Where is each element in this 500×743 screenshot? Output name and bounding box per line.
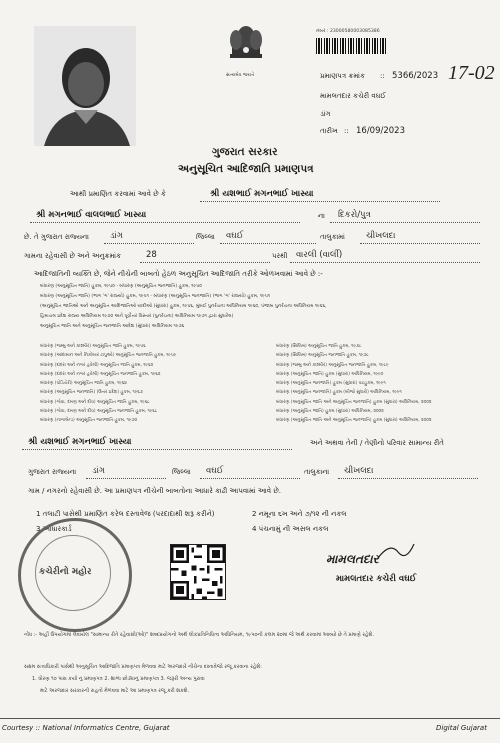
- office-seal: [18, 518, 132, 632]
- recognition-text: આદિજાતિની વ્યક્તિ છે, જેને નીચેની બાબતો હેઠળ અનુસૂચિત આદિજાતિ તરીકે ઓળખવામાં આવે છે :-: [34, 270, 323, 278]
- order-line: (અનુસૂચિત જાતિઓ અને અનુસૂચિત આદિજાતિઓ યાદીઓ (સુધારા) હુકમ, ૧૯૫૬, મુંબઈ પુનર્રચના અધિનિયમ ૧૯૬૦, પંજાબ પુનર્રચના અધિનિયમ ૧૯૬૬,: [40, 304, 327, 309]
- list-item: બંધારણ (અનુસૂચિત જાતિ અને અનુસૂચિત જનજાતિ) હુકમ (સુધારા) અધિનિયમ, ૨૦૦૨: [276, 399, 432, 405]
- residence-line: ગામ / નગરનો રહેવાસી છે. આ પ્રમાણપત્ર નીચેની બાબતોના આધારે કાઢી આપવામાં આવે છે.: [28, 487, 281, 495]
- note-line: નોંધ :- અહીં ઉપયોગમાં લેવાયેલ "સામાન્ય રીતે રહેવાસી(ઓ)" શબ્દપ્રયોગનો અર્થ લોકપ્રતિનિધિત્વ અધિનિયમ, ૧૯૫૦ની કલમ ૨૦માં જે અર્થ કરવામાં આવ્યો છે તે પ્રમાણે રહેશે.: [24, 632, 374, 638]
- state-label: છે. તે ગુજરાત રાજ્યના: [24, 233, 89, 241]
- seal-text: કચેરીનો મહોર: [39, 567, 92, 577]
- relation-label: ના: [318, 212, 325, 220]
- list-item: બંધારણ (સિક્કિમ) અનુસૂચિત જાતિ હુકમ, ૧૯૭૮: [276, 344, 362, 349]
- govt-title: ગુજરાત સરકાર: [212, 146, 278, 158]
- taluka2-label: તાલુકાના: [304, 468, 330, 476]
- relation-value: દિકરો/પુત્ર: [338, 210, 371, 220]
- list-item: બંધારણ (આંદામાન અને નિકોબાર ટાપુઓ) અનુસૂચિત જનજાતિ હુકમ, ૧૯૫૯: [40, 353, 177, 359]
- taluka-value: વઘઈ: [226, 231, 244, 241]
- certificate-number: 5366/2023: [392, 71, 439, 81]
- certificate-date: 16/09/2023: [356, 126, 405, 136]
- district-value: ડાંગ: [110, 231, 123, 241]
- date-label: તારીખ: [320, 127, 338, 135]
- basis-item: 1 તલાટી પાસેથી પ્રમાણિત કરેલ દસ્તાવેજ (પરદાદાથી શરૂ કરીને): [36, 510, 215, 518]
- caste-label: પરથી: [272, 252, 288, 260]
- family-name: શ્રી યશભાઈ મગનભાઈ ખાસ્યા: [28, 437, 132, 447]
- certificate-title: અનુસૂચિત આદિજાતિ પ્રમાણપત્ર: [178, 163, 314, 175]
- list-item: બંધારણ (નાગાલેન્ડ) અનુસૂચિત જનજાતિ હુકમ, ૧૯૭૦: [40, 418, 138, 424]
- issuing-office: મામલતદાર કચેરી વઘઈ: [320, 92, 386, 100]
- list-item: બંધારણ (સિક્કિમ) અનુસૂચિત જનજાતિ હુકમ, ૧૯૭૮: [276, 353, 369, 359]
- list-item: બંધારણ (ગોવા, દમણ અને દીવ) અનુસૂચિત જાતિ હુકમ, ૧૯૬૮: [40, 399, 150, 405]
- taluka2-value: વઘઈ: [206, 466, 224, 476]
- caste-value: વારલી (વાર્લી): [296, 250, 343, 260]
- barcode-number: નંબર : 23000580003085386: [316, 29, 380, 34]
- orders-list-left: [40, 342, 240, 426]
- list-item: બંધારણ (અનુસૂચિત જનજાતિ) હુકમ (સુધારા) વટહુકમ, ૧૯૯૧: [276, 381, 386, 387]
- list-item: બંધારણ (ગોવા, દમણ અને દીવ) અનુસૂચિત જનજાતિ હુકમ, ૧૯૬૮: [40, 409, 158, 415]
- district-word: જિલ્લા: [196, 233, 215, 241]
- certificate-label: પ્રમાણપત્ર ક્રમાંક: [320, 72, 365, 80]
- village2-value: ચીખલદા: [344, 466, 374, 476]
- signature-handwritten: મામલતદાર: [326, 552, 379, 566]
- certificate-page: સત્યમેવ જયતે નંબર : 23000580003085386 પ્રમાણપત્ર ક્રમાંક :: 5366/2023 17-02 મામલતદાર કચેરી વઘઈ ડાંગ તારીખ :: 16/09/2023 ગુજરાત સરકાર અનુસૂચિત આદિજાતિ પ્રમાણપત્ર આથી પ્રમાણિત કરવામાં આવે છે કે શ્રી યશભાઈ મગનભાઈ ખાસ્યા શ્રી મગનભાઈ વાલલભાઈ ખાસ્યા ના દિકરો/પુત્ર છે. તે ગુજરાત રાજ્યના ડાંગ જિલ્લા વઘઈ તાલુકામાં ચીખલદા ગામના રહેવાસી છે અને અનુક્રમાંક 28 પરથી વારલી (વાર્લી) આદિજાતિની વ્યક્તિ છે, જેને નીચેની બાબતો હેઠળ અનુસૂચિત આદિજાતિ તરીકે ઓળખવામાં આવે છે :- બંધારણ (અનુસૂચિત જાતિ) હુકમ, ૧૯૫૦ - બંધારણ (અનુસૂચિત જનજાતિ) હુકમ, ૧૯૫૦ બંધારણ (અનુસૂચિત જાતિ) (ભાગ 'ગ' રાજ્યો) હુકમ, ૧૯૫૧ - બંધારણ (અનુસૂચિત જનજાતિ) (ભાગ 'ગ' રાજ્યો) હુકમ, ૧૯૫૧ (અનુસૂચિત જાતિઓ અને અનુસૂચિત આદિજાતિઓ યાદીઓ (સુધારા) હુકમ, ૧૯૫૬, મુંબઈ પુનર્રચના અધિનિયમ ૧૯૬૦, પંજાબ પુનર્રચના અધિનિયમ ૧૯૬૬, હિમાચલ પ્રદેશ રાજ્ય અધિનિયમ ૧૯૭૦ અને પૂર્વોત્તર વિસ્તાર (પુનર્રચના) અધિનિયમ ૧૯૭૧ દ્વારા સુધારેલ) અનુસૂચિત જાતિ અને અનુસૂચિત જનજાતિ આદેશ (સુધારા) અધિનિયમ ૧૯૭૬ બંધારણ (જમ્મુ અને કાશ્મીર) અનુસૂચિત જાતિ હુકમ, ૧૯૫૬ બંધારણ (આંદામાન અને નિકોબાર ટાપુઓ) અનુસૂચિત જનજાતિ હુકમ, ૧૯૫૯ બંધારણ (દાદરા અને નગર હવેલી) અનુસૂચિત જાતિ હુકમ, ૧૯૬૨ બંધારણ (દાદરા અને નગર હવેલી) અનુસૂચિત જનજાતિ હુકમ, ૧૯૬૨ બંધારણ (પોંડિચેરી) અનુસૂચિત જાતિ હુકમ, ૧૯૬૪ બંધારણ (અનુસૂચિત જનજાતિ) (ઉત્તર પ્રદેશ) હુકમ, ૧૯૬૭ બંધારણ (ગોવા, દમણ અને દીવ) અનુસૂચિત જાતિ હુકમ, ૧૯૬૮ બંધારણ (ગોવા, દમણ અને દીવ) અનુસૂચિત જનજાતિ હુકમ, ૧૯૬૮ બંધારણ (નાગાલેન્ડ) અનુસૂચિત જનજાતિ હુકમ, ૧૯૭૦ બંધારણ (સિક્કિમ) અનુસૂચિત જાતિ હુકમ, ૧૯૭૮ બંધારણ (સિક્કિમ) અનુસૂચિત જનજાતિ હુકમ, ૧૯૭૮ બંધારણ (જમ્મુ અને કાશ્મીર) અનુસૂચિત જનજાતિ હુકમ, ૧૯૮૯ બંધારણ (અનુસૂચિત જાતિ) હુકમ (સુધારા) અધિનિયમ, ૧૯૯૦ બંધારણ (અનુસૂચિત જનજાતિ) હુકમ (સુધારા) વટહુકમ, ૧૯૯૧ બંધારણ (અનુસૂચિત જનજાતિ) હુકમ (બીજો સુધારો) અધિનિયમ, ૧૯૯૧ બંધારણ (અનુસૂચિત જાતિ અને અનુસૂચિત જનજાતિ) હુકમ (સુધારા) અધિનિયમ, ૨૦૦૨ બંધારણ (અનુસૂચિત જાતિ) હુકમ (સુધારા) અધિનિયમ, ૨૦૦૨ બંધારણ (અનુસૂચિત જાતિ અને અનુસૂચિત જનજાતિ) હુકમ (સુધારા) અધિનિયમ, ૨૦૦૨ શ્રી યશભાઈ મગનભાઈ ખાસ્યા અને અથવા તેની / તેણીનો પરિવાર સામાન્ય રીતે ગુજરાત રાજ્યના ડાંગ જિલ્લા વઘઈ તાલુકાના ચીખલદા ગામ / નગરનો રહેવાસી છે. આ પ્રમાણપત્ર નીચેની બાબતોના આધારે કાઢી આપવામાં આવે છે. 1 તલાટી પાસેથી પ્રમાણિત કરેલ દસ્તાવેજ (પરદાદાથી શરૂ કરીને) 2 નમૂના ૬ખ અને ૭/૧૨ ની નકલ 3 આધારકાર્ડ 4 પંચનામું ની અસલ નકલ કચેરીનો મહોર મામલતદાર મામલતદાર કચેરી વઘઈ નોંધ :- અહીં ઉપયોગમાં લેવાયેલ "સામાન્ય રીતે રહેવાસી(ઓ)" શબ્દપ્રયોગનો અર્થ લોકપ્રતિનિધિત્વ અધિનિયમ, ૧૯૫૦ની કલમ ૨૦માં જે અર્થ કરવામાં આવ્યો છે તે પ્રમાણે રહેશે. સક્ષમ સત્તાધિકારી પાસેથી અનુસૂચિત આદિજાતિ પ્રમાણપત્ર મેળવવા માટે અરજદારે નીચેના દસ્તાવેજો રજૂ કરવાના રહેશે: 1. ધોરણ ૧૦ પાસ કર્યા નું પ્રમાણપત્ર 2. શાળા છોડ્યાનું પ્રમાણપત્ર 3. જરૂરી અન્ય પુરાવા માટે અરજદાર સરકારની રાહતો મેળવવા માટે આ પ્રમાણપત્ર રજૂ કરી શકશે. Courtesy :: National Informatics Centre, Gujarat Digital Gujarat: [0, 0, 500, 743]
- district2-value: ડાંગ: [92, 466, 105, 476]
- order-line: બંધારણ (અનુસૂચિત જાતિ) (ભાગ 'ગ' રાજ્યો) હુકમ, ૧૯૫૧ - બંધારણ (અનુસૂચિત જનજાતિ) (ભાગ 'ગ' રાજ્યો) હુકમ, ૧૯૫૧: [40, 294, 271, 299]
- state-emblem-icon: [224, 16, 268, 76]
- list-item: બંધારણ (પોંડિચેરી) અનુસૂચિત જાતિ હુકમ, ૧૯૬૪: [40, 381, 127, 387]
- village-value: ચીખલદા: [366, 231, 396, 241]
- note-line: સક્ષમ સત્તાધિકારી પાસેથી અનુસૂચિત આદિજાતિ પ્રમાણપત્ર મેળવવા માટે અરજદારે નીચેના દસ્તાવેજો રજૂ કરવાના રહેશે:: [24, 664, 262, 670]
- list-item: બંધારણ (અનુસૂચિત જનજાતિ) (ઉત્તર પ્રદેશ) હુકમ, ૧૯૬૭: [40, 390, 143, 396]
- order-line: હિમાચલ પ્રદેશ રાજ્ય અધિનિયમ ૧૯૭૦ અને પૂર્વોત્તર વિસ્તાર (પુનર્રચના) અધિનિયમ ૧૯૭૧ દ્વારા સુધારેલ): [40, 314, 234, 319]
- taluka-label: તાલુકામાં: [320, 233, 345, 241]
- handwritten-number: 17-02: [448, 62, 495, 84]
- footer-brand: Digital Gujarat: [436, 724, 487, 732]
- district2-label: જિલ્લા: [172, 468, 191, 476]
- family-line: અને અથવા તેની / તેણીનો પરિવાર સામાન્ય રીતે: [310, 439, 444, 447]
- order-line: બંધારણ (અનુસૂચિત જાતિ) હુકમ, ૧૯૫૦ - બંધારણ (અનુસૂચિત જનજાતિ) હુકમ, ૧૯૫૦: [40, 284, 203, 289]
- note-line: 1. ધોરણ ૧૦ પાસ કર્યા નું પ્રમાણપત્ર 2. શાળા છોડ્યાનું પ્રમાણપત્ર 3. જરૂરી અન્ય પુરાવા: [32, 676, 205, 682]
- list-item: બંધારણ (દાદરા અને નગર હવેલી) અનુસૂચિત જાતિ હુકમ, ૧૯૬૨: [40, 362, 154, 368]
- list-item: બંધારણ (જમ્મુ અને કાશ્મીર) અનુસૂચિત જાતિ હુકમ, ૧૯૫૬: [40, 344, 146, 349]
- footer-courtesy: Courtesy :: National Informatics Centre, Gujarat: [2, 724, 170, 732]
- applicant-photo-image: [34, 26, 136, 146]
- emblem-caption: સત્યમેવ જયતે: [226, 73, 255, 78]
- order-line: અનુસૂચિત જાતિ અને અનુસૂચિત જનજાતિ આદેશ (સુધારા) અધિનિયમ ૧૯૭૬: [40, 324, 185, 329]
- intro-text: આથી પ્રમાણિત કરવામાં આવે છે કે: [70, 190, 166, 198]
- list-item: બંધારણ (જમ્મુ અને કાશ્મીર) અનુસૂચિત જનજાતિ હુકમ, ૧૯૮૯: [276, 362, 389, 368]
- basis-item: 4 પંચનામું ની અસલ નકલ: [252, 525, 329, 533]
- orders-list-right: [276, 342, 486, 426]
- basis-item: 2 નમૂના ૬ખ અને ૭/૧૨ ની નકલ: [252, 510, 347, 518]
- qr-code: [170, 544, 226, 600]
- applicant-name: શ્રી યશભાઈ મગનભાઈ ખાસ્યા: [210, 189, 314, 199]
- list-item: બંધારણ (અનુસૂચિત જનજાતિ) હુકમ (બીજો સુધારો) અધિનિયમ, ૧૯૯૧: [276, 390, 402, 396]
- list-item: બંધારણ (દાદરા અને નગર હવેલી) અનુસૂચિત જનજાતિ હુકમ, ૧૯૬૨: [40, 371, 161, 377]
- list-item: બંધારણ (અનુસૂચિત જાતિ) હુકમ (સુધારા) અધિનિયમ, ૨૦૦૨: [276, 409, 384, 415]
- signatory-title: મામલતદાર કચેરી વઘઈ: [336, 574, 417, 584]
- list-item: બંધારણ (અનુસૂચિત જાતિ અને અનુસૂચિત જનજાતિ) હુકમ (સુધારા) અધિનિયમ, ૨૦૦૨: [276, 418, 432, 424]
- barcode: [316, 38, 386, 54]
- serial-number: 28: [146, 250, 157, 260]
- state2-label: ગુજરાત રાજ્યના: [28, 468, 77, 476]
- basis-item: 3 આધારકાર્ડ: [36, 525, 72, 533]
- father-name: શ્રી મગનભાઈ વાલલભાઈ ખાસ્યા: [36, 210, 147, 220]
- village-line: ગામના રહેવાસી છે અને અનુક્રમાંક: [24, 252, 122, 260]
- applicant-photo: [34, 26, 136, 146]
- footer-divider: [0, 718, 500, 719]
- list-item: બંધારણ (અનુસૂચિત જાતિ) હુકમ (સુધારા) અધિનિયમ, ૧૯૯૦: [276, 371, 384, 377]
- signature-flourish-icon: [376, 540, 416, 562]
- note-line: માટે અરજદાર સરકારની રાહતો મેળવવા માટે આ પ્રમાણપત્ર રજૂ કરી શકશે.: [40, 688, 190, 694]
- district-label: ડાંગ: [320, 110, 331, 118]
